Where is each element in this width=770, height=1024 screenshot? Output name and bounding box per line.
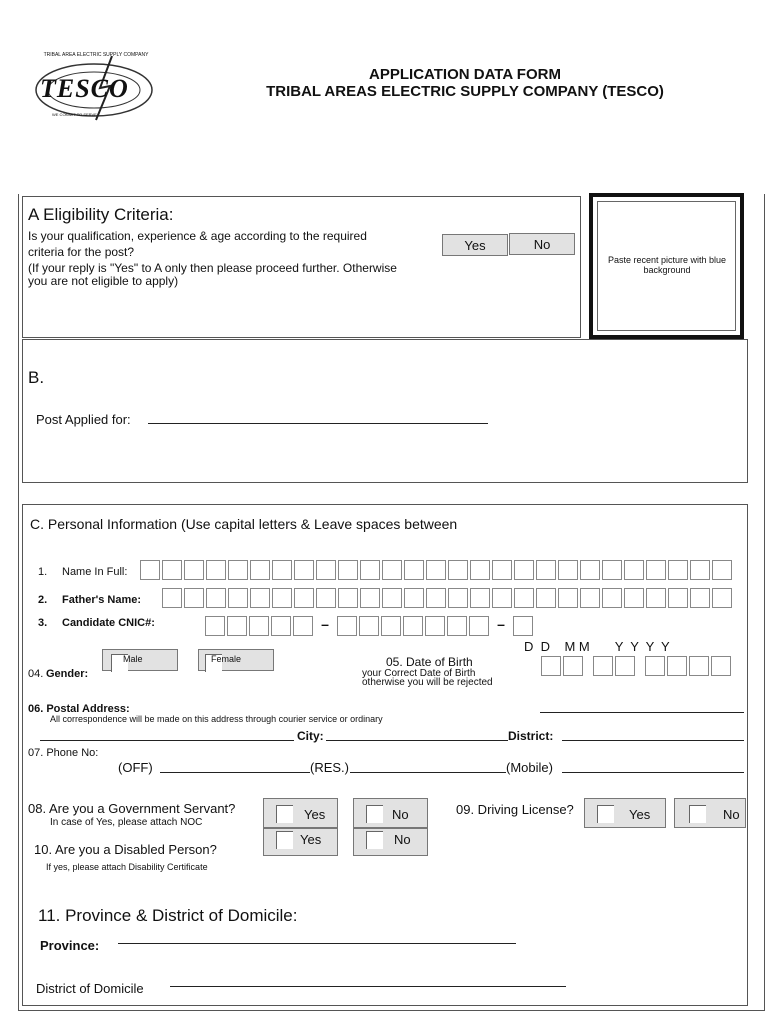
dob-note-1: your Correct Date of Birth <box>362 668 476 679</box>
postal-note: All correspondence will be made on this address through courier service or ordinary <box>50 714 383 724</box>
dob-note-2: otherwise you will be rejected <box>362 677 493 688</box>
post-applied-input[interactable] <box>148 423 488 424</box>
disabled-yes-checkbox[interactable] <box>263 828 338 856</box>
disabled-note: If yes, please attach Disability Certificate <box>46 862 208 872</box>
gov-servant-label: 08. Are you a Government Servant? <box>28 801 236 816</box>
father-cells[interactable] <box>162 588 744 608</box>
phone-label: 07. Phone No: <box>28 747 99 759</box>
eligibility-yes-label: Yes <box>464 238 486 253</box>
post-applied-label: Post Applied for: <box>36 412 131 427</box>
dob-label: 05. Date of Birth <box>386 655 473 669</box>
logo-text: TESCO <box>40 74 129 103</box>
name-label: Name In Full: <box>62 566 128 578</box>
cnic-cells[interactable] <box>205 616 545 636</box>
domicile-title: 11. Province & District of Domicile: <box>38 906 298 925</box>
city-input[interactable] <box>326 740 508 741</box>
phone-mobile-label: (Mobile) <box>506 760 553 775</box>
postal-line-1[interactable] <box>540 712 744 713</box>
gov-no-checkbox[interactable] <box>353 798 428 828</box>
district-input[interactable] <box>562 740 744 741</box>
photo-box[interactable] <box>589 193 744 339</box>
district-label: District: <box>508 729 554 743</box>
gender-label: Gender: <box>46 668 89 680</box>
female-checkbox[interactable] <box>198 649 274 671</box>
logo-arc-top: TRIBAL AREA ELECTRIC SUPPLY COMPANY <box>43 52 149 58</box>
logo-arc-bottom: WE COMMIT TO SERVE <box>52 112 97 117</box>
section-a-text4: you are not eligible to apply) <box>28 274 179 288</box>
disabled-no-checkbox[interactable] <box>353 828 428 856</box>
form-title: APPLICATION DATA FORM <box>369 66 561 83</box>
photo-instructions: Paste recent picture with blue background <box>607 255 727 275</box>
name-cells[interactable] <box>140 560 744 580</box>
phone-off-input[interactable] <box>160 772 310 773</box>
section-b <box>22 339 748 483</box>
province-label: Province: <box>40 938 100 953</box>
section-b-title: B. <box>28 368 45 387</box>
eligibility-no-checkbox[interactable] <box>509 233 575 255</box>
section-a-title: A Eligibility Criteria: <box>28 205 174 224</box>
domicile-district-input[interactable] <box>170 986 566 987</box>
city-label: City: <box>297 729 324 743</box>
male-checkbox[interactable] <box>102 649 178 671</box>
cnic-dash-1: – <box>321 616 329 632</box>
eligibility-no-label: No <box>533 237 551 252</box>
disabled-no-label: No <box>394 832 411 847</box>
gov-no-label: No <box>392 807 409 822</box>
cnic-number: 3. <box>38 617 48 629</box>
section-a-text3: (If your reply is "Yes" to A only then please proceed further. Otherwise <box>28 261 397 275</box>
postal-line-2[interactable] <box>40 740 294 741</box>
dob-cells[interactable] <box>541 656 733 676</box>
father-number: 2. <box>38 594 48 606</box>
license-yes-checkbox[interactable] <box>584 798 666 828</box>
gov-servant-note: In case of Yes, please attach NOC <box>50 817 203 828</box>
cnic-label: Candidate CNIC#: <box>62 617 155 629</box>
eligibility-yes-checkbox[interactable] <box>442 234 508 256</box>
phone-res-input[interactable] <box>350 772 506 773</box>
section-a-text2: criteria for the post? <box>28 245 135 259</box>
cnic-dash-2: – <box>497 616 505 632</box>
gender-number: 04. <box>28 668 44 680</box>
section-a-text1: Is your qualification, experience & age according to the required <box>28 229 367 243</box>
license-no-label: No <box>723 807 740 822</box>
disabled-yes-label: Yes <box>300 832 322 847</box>
form-subtitle: TRIBAL AREAS ELECTRIC SUPPLY COMPANY (TESCO) <box>266 83 664 100</box>
phone-off-label: (OFF) <box>118 760 153 775</box>
license-label: 09. Driving License? <box>456 802 574 817</box>
province-input[interactable] <box>118 943 516 944</box>
license-yes-label: Yes <box>629 807 651 822</box>
date-format-header: D D M M Y Y Y Y <box>524 639 670 654</box>
phone-mobile-input[interactable] <box>562 772 744 773</box>
male-label: Male <box>123 654 143 664</box>
section-c-title: C. Personal Information (Use capital letters & Leave spaces between <box>30 516 458 532</box>
license-no-checkbox[interactable] <box>674 798 746 828</box>
postal-label: 06. Postal Address: <box>28 703 130 715</box>
female-label: Female <box>211 654 242 664</box>
domicile-district-label: District of Domicile <box>36 981 144 996</box>
gov-yes-checkbox[interactable] <box>263 798 338 828</box>
phone-res-label: (RES.) <box>310 760 349 775</box>
name-number: 1. <box>38 566 48 578</box>
disabled-label: 10. Are you a Disabled Person? <box>34 842 217 857</box>
tesco-logo <box>22 52 162 124</box>
gov-yes-label: Yes <box>304 807 326 822</box>
father-label: Father's Name: <box>62 594 142 606</box>
